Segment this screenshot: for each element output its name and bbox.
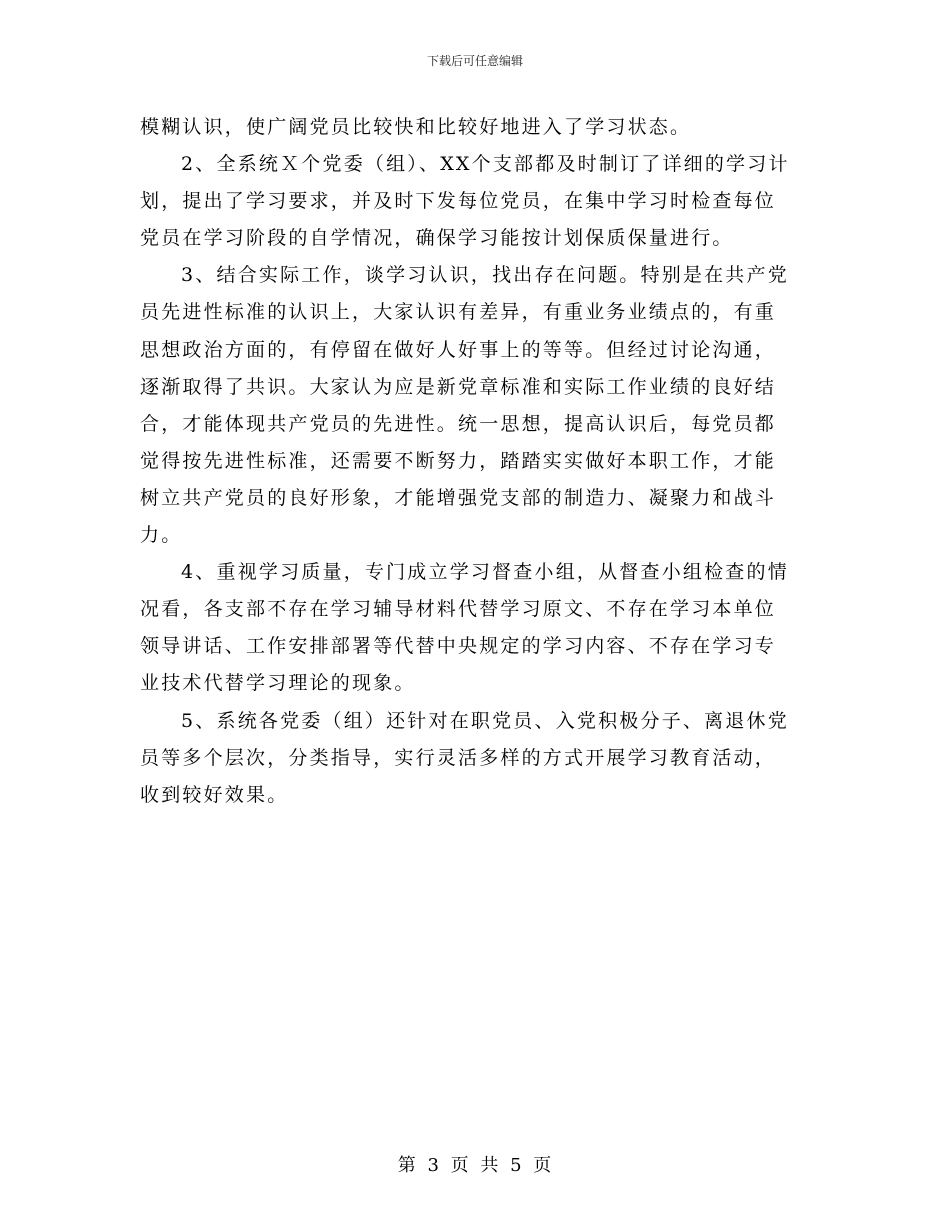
paragraph-line: 划，提出了学习要求，并及时下发每位党员，在集中学习时检查每位	[140, 190, 777, 213]
paragraph-line: 况看，各支部不存在学习辅导材料代替学习原文、不存在学习本单位	[140, 598, 777, 621]
paragraph-line: 员等多个层次，分类指导，实行灵活多样的方式开展学习教育活动，	[140, 746, 777, 769]
paragraph-line: 党员在学习阶段的自学情况，确保学习能按计划保质保量进行。	[140, 227, 734, 250]
paragraph-start-line: 5、系统各党委（组）还针对在职党员、入党积极分子、离退休党	[181, 709, 789, 732]
paragraph-line: 合，才能体现共产党员的先进性。统一思想，提高认识后，每党员都	[140, 412, 777, 435]
paragraph-line: 思想政治方面的，有停留在做好人好事上的等等。但经过讨论沟通，	[140, 338, 777, 361]
document-body	[140, 109, 812, 814]
paragraph-start-line: 4、重视学习质量，专门成立学习督查小组，从督查小组检查的情	[181, 561, 789, 584]
paragraph-line: 业技术代替学习理论的现象。	[140, 672, 416, 695]
paragraph-line: 领导讲话、工作安排部署等代替中央规定的学习内容、不存在学习专	[140, 635, 777, 658]
page-number: 第 3 页 共 5 页	[397, 1155, 553, 1176]
paragraph-line: 逐渐取得了共识。大家认为应是新党章标准和实际工作业绩的良好结	[140, 375, 777, 398]
paragraph-start-line: 2、全系统Ｘ个党委（组）、XX个支部都及时制订了详细的学习计	[181, 153, 790, 176]
paragraph-line: 树立共产党员的良好形象，才能增强党支部的制造力、凝聚力和战斗	[140, 486, 777, 509]
paragraph-line: 力。	[140, 524, 183, 547]
paragraph-line: 模糊认识，使广阔党员比较快和比较好地进入了学习状态。	[140, 116, 692, 138]
paragraph-line: 员先进性标准的认识上，大家认识有差异，有重业务业绩点的，有重	[140, 301, 777, 324]
paragraph-line: 觉得按先进性标准，还需要不断努力，踏踏实实做好本职工作，才能	[140, 449, 777, 472]
paragraph-line: 收到较好效果。	[140, 783, 289, 806]
paragraph-start-line: 3、结合实际工作，谈学习认识，找出存在问题。特别是在共产党	[181, 264, 789, 287]
header-note: 下载后可任意编辑	[426, 54, 523, 68]
